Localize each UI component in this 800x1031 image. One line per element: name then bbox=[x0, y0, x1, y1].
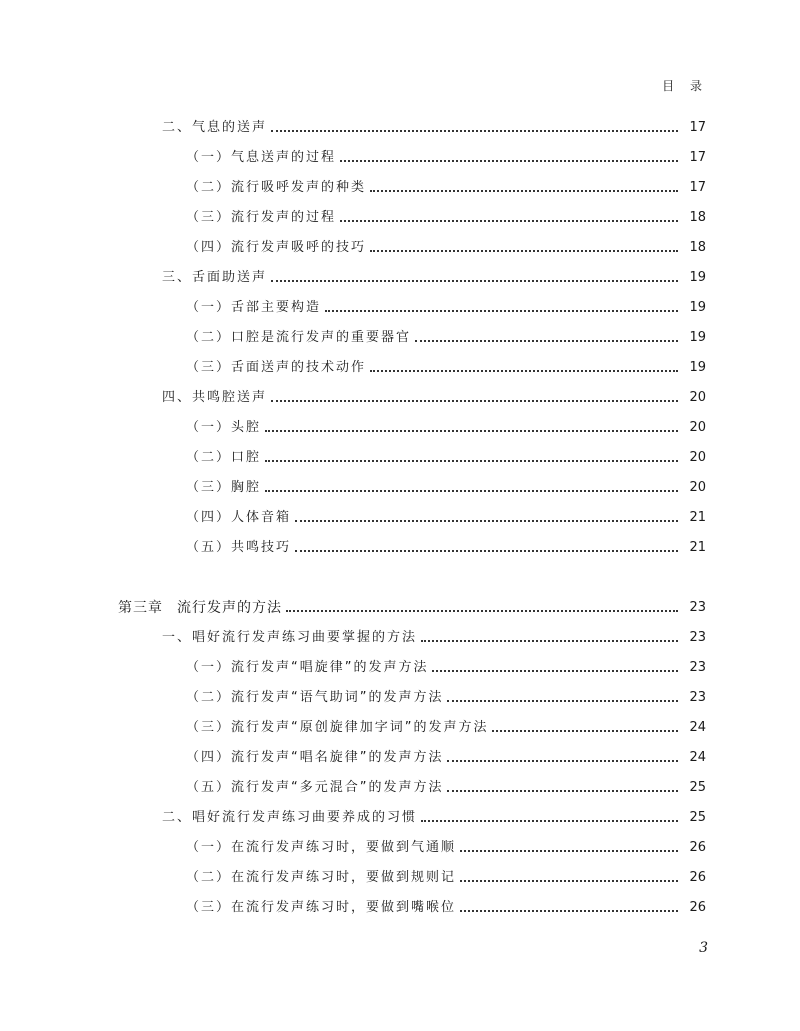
toc-entry-page: 23 bbox=[689, 690, 706, 705]
toc-entry[interactable] bbox=[162, 388, 706, 408]
toc-entry[interactable] bbox=[186, 748, 706, 768]
dot-leader bbox=[432, 668, 678, 672]
toc-entry[interactable] bbox=[186, 898, 706, 918]
toc-entry-title: （三）流行发声“原创旋律加字词”的发声方法 bbox=[186, 720, 489, 735]
toc-entry-page: 23 bbox=[689, 630, 706, 645]
dot-leader bbox=[460, 908, 678, 912]
toc-entry[interactable] bbox=[186, 328, 706, 348]
page-header: 目 录 bbox=[662, 79, 708, 93]
toc-entry-page: 18 bbox=[689, 240, 706, 255]
toc-entry[interactable] bbox=[186, 208, 706, 228]
toc-entry-page: 20 bbox=[689, 390, 706, 405]
toc-entry-page: 17 bbox=[689, 180, 706, 195]
dot-leader bbox=[415, 338, 678, 342]
toc-chapter-title bbox=[118, 598, 282, 618]
toc-entry[interactable] bbox=[186, 778, 706, 798]
toc-entry[interactable] bbox=[186, 478, 706, 498]
toc-entry-title: 二、气息的送声 bbox=[162, 120, 268, 135]
toc-entry[interactable] bbox=[186, 538, 706, 558]
toc-entry-title: （二）口腔 bbox=[186, 450, 262, 465]
toc-entry[interactable] bbox=[186, 718, 706, 738]
toc-entry-title: （一）头腔 bbox=[186, 420, 262, 435]
toc-entry[interactable] bbox=[186, 418, 706, 438]
dot-leader bbox=[265, 428, 678, 432]
toc-entry-title: （一）舌部主要构造 bbox=[186, 300, 322, 315]
toc-entry-title: （四）流行发声“唱名旋律”的发声方法 bbox=[186, 750, 444, 765]
toc-chapter-entry[interactable] bbox=[118, 598, 706, 618]
chapter-name: 流行发声的方法 bbox=[177, 600, 282, 616]
dot-leader bbox=[460, 878, 678, 882]
toc-entry-title: 二、唱好流行发声练习曲要养成的习惯 bbox=[162, 810, 418, 825]
dot-leader bbox=[370, 368, 678, 372]
dot-leader bbox=[271, 128, 678, 132]
dot-leader bbox=[265, 488, 678, 492]
chapter-number: 第三章 bbox=[118, 600, 163, 616]
toc-entry-page: 20 bbox=[689, 420, 706, 435]
toc-entry-title: （一）在流行发声练习时，要做到气通顺 bbox=[186, 840, 457, 855]
toc-entry-page: 26 bbox=[689, 900, 706, 915]
toc-entry[interactable] bbox=[186, 658, 706, 678]
toc-entry-title: 四、共鸣腔送声 bbox=[162, 390, 268, 405]
toc-entry-title: （四）流行发声吸呼的技巧 bbox=[186, 240, 367, 255]
dot-leader bbox=[340, 158, 678, 162]
dot-leader bbox=[340, 218, 678, 222]
toc-entry[interactable] bbox=[186, 838, 706, 858]
toc-entry-page: 17 bbox=[689, 150, 706, 165]
toc-entry-page: 24 bbox=[689, 750, 706, 765]
toc-entry[interactable] bbox=[162, 808, 706, 828]
dot-leader bbox=[460, 848, 678, 852]
dot-leader bbox=[421, 638, 678, 642]
toc-entry-page: 21 bbox=[689, 540, 706, 555]
toc-entry-page: 18 bbox=[689, 210, 706, 225]
toc-entry-page: 20 bbox=[689, 450, 706, 465]
toc-entry[interactable] bbox=[186, 508, 706, 528]
dot-leader bbox=[325, 308, 678, 312]
toc-entry[interactable] bbox=[186, 688, 706, 708]
toc-entry-page: 26 bbox=[689, 840, 706, 855]
toc-entry[interactable] bbox=[186, 448, 706, 468]
toc-entry-title: （三）在流行发声练习时，要做到嘴喉位 bbox=[186, 900, 457, 915]
toc-entry[interactable] bbox=[186, 298, 706, 318]
toc-entry[interactable] bbox=[186, 238, 706, 258]
toc-entry-page: 19 bbox=[689, 330, 706, 345]
toc-entry-title: （二）口腔是流行发声的重要器官 bbox=[186, 330, 412, 345]
dot-leader bbox=[271, 398, 678, 402]
toc-entry-title: （四）人体音箱 bbox=[186, 510, 292, 525]
dot-leader bbox=[271, 278, 678, 282]
dot-leader bbox=[447, 698, 678, 702]
toc-entry-page: 25 bbox=[689, 780, 706, 795]
toc-entry-title: （三）流行发声的过程 bbox=[186, 210, 337, 225]
toc-entry[interactable] bbox=[186, 868, 706, 888]
dot-leader bbox=[370, 188, 678, 192]
dot-leader bbox=[370, 248, 678, 252]
toc-entry-title: 三、舌面助送声 bbox=[162, 270, 268, 285]
toc-entry-page: 24 bbox=[689, 720, 706, 735]
toc-entry-page: 19 bbox=[689, 270, 706, 285]
toc-entry[interactable] bbox=[186, 148, 706, 168]
toc-entry-page: 23 bbox=[689, 660, 706, 675]
toc-entry-page: 23 bbox=[689, 600, 706, 615]
toc-entry-title: （五）流行发声“多元混合”的发声方法 bbox=[186, 780, 444, 795]
toc-entry-title: （五）共鸣技巧 bbox=[186, 540, 292, 555]
page-number: 3 bbox=[699, 940, 708, 956]
toc-entry-title: （二）流行吸呼发声的种类 bbox=[186, 180, 367, 195]
toc-entry-title: （三）胸腔 bbox=[186, 480, 262, 495]
toc-entry-title: （二）流行发声“语气助词”的发声方法 bbox=[186, 690, 444, 705]
toc-entry[interactable] bbox=[186, 178, 706, 198]
toc-entry-page: 17 bbox=[689, 120, 706, 135]
toc-entry-page: 20 bbox=[689, 480, 706, 495]
toc-entry[interactable] bbox=[162, 118, 706, 138]
dot-leader bbox=[447, 788, 678, 792]
dot-leader bbox=[421, 818, 678, 822]
toc-entry-title: （一）气息送声的过程 bbox=[186, 150, 337, 165]
toc-entry-title: （二）在流行发声练习时，要做到规则记 bbox=[186, 870, 457, 885]
dot-leader bbox=[492, 728, 678, 732]
toc-entry[interactable] bbox=[162, 268, 706, 288]
toc-entry-title: （一）流行发声“唱旋律”的发声方法 bbox=[186, 660, 429, 675]
toc-entry-title: 一、唱好流行发声练习曲要掌握的方法 bbox=[162, 630, 418, 645]
toc-entry-page: 19 bbox=[689, 300, 706, 315]
toc-entry-page: 26 bbox=[689, 870, 706, 885]
dot-leader bbox=[447, 758, 678, 762]
dot-leader bbox=[286, 608, 678, 612]
toc-entry-page: 25 bbox=[689, 810, 706, 825]
dot-leader bbox=[295, 548, 678, 552]
dot-leader bbox=[295, 518, 678, 522]
toc-entry[interactable] bbox=[162, 628, 706, 648]
toc-entry[interactable] bbox=[186, 358, 706, 378]
toc-entry-page: 21 bbox=[689, 510, 706, 525]
toc-entry-page: 19 bbox=[689, 360, 706, 375]
toc-entry-title: （三）舌面送声的技术动作 bbox=[186, 360, 367, 375]
dot-leader bbox=[265, 458, 678, 462]
